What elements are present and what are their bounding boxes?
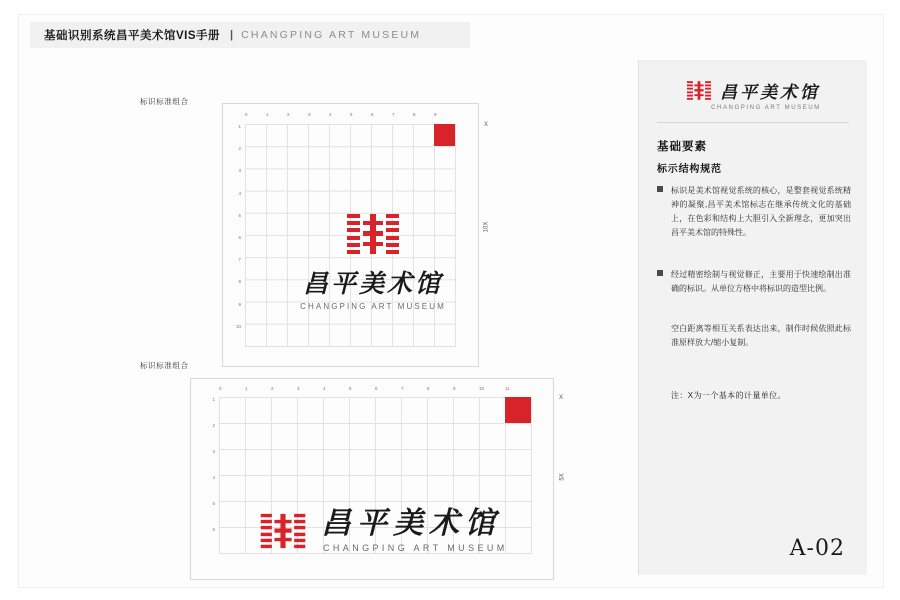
panel-logo-cn: 昌平美术馆 bbox=[720, 83, 820, 103]
ruler-tick: 9 bbox=[238, 301, 241, 307]
panel-paragraph-2: 经过精密绘制与视觉修正，主要用于快速绘制出准确的标识。从单位方格中将标识的造型比例。 bbox=[671, 270, 851, 293]
ruler-tick: 3 bbox=[308, 112, 311, 117]
ruler-tick: 6 bbox=[238, 235, 241, 241]
ruler-tick: 7 bbox=[392, 112, 395, 117]
figure-1-ruler-left bbox=[231, 124, 243, 346]
caption-figure-1: 标识标准组合 bbox=[140, 97, 189, 106]
panel-subheading: 标示结构规范 bbox=[657, 164, 722, 175]
ruler-tick: 2 bbox=[212, 423, 215, 428]
figure-2-unit-side-label: 5X bbox=[559, 473, 566, 481]
header-title-cn-2: 昌平美术馆VIS手册 bbox=[116, 30, 221, 42]
figure-1-unit-side-label: 10X bbox=[483, 221, 490, 233]
ruler-tick: 11 bbox=[505, 386, 510, 391]
panel-logo bbox=[639, 78, 867, 111]
header-title-cn-1: 基础识别系统 bbox=[44, 30, 116, 42]
ruler-tick: 4 bbox=[329, 112, 332, 117]
ruler-tick: 5 bbox=[212, 501, 215, 506]
ruler-tick: 2 bbox=[287, 112, 290, 117]
ruler-tick: 1 bbox=[245, 386, 248, 391]
logo-text-block bbox=[321, 506, 508, 553]
figure-2-unit-swatch bbox=[505, 397, 531, 423]
ruler-tick: 6 bbox=[375, 386, 378, 391]
ruler-tick: 3 bbox=[238, 168, 241, 174]
ruler-tick: 1 bbox=[238, 124, 241, 129]
figure-2-horizontal-lockup bbox=[190, 378, 566, 580]
figure-1-unit-top-label: X bbox=[483, 122, 488, 128]
ruler-tick: 3 bbox=[212, 449, 215, 454]
panel-paragraph-3: 空白距离等相互关系表达出来，制作时候依照此标准原样放大/缩小复制。 bbox=[671, 324, 851, 347]
right-info-panel bbox=[638, 60, 867, 575]
ruler-tick: 4 bbox=[212, 475, 215, 480]
logo-cn-name: 昌平美术馆 bbox=[321, 506, 501, 541]
ruler-tick: 1 bbox=[266, 112, 269, 117]
panel-logo-en: CHANGPING ART MUSEUM bbox=[711, 105, 821, 111]
figure-2-ruler-left bbox=[205, 397, 217, 553]
ruler-tick: 2 bbox=[271, 386, 274, 391]
ruler-tick: 7 bbox=[238, 257, 241, 263]
logo-horizontal-lockup bbox=[259, 506, 508, 553]
ruler-tick: 4 bbox=[323, 386, 326, 391]
header-bar bbox=[30, 22, 470, 48]
logo-en-name: CHANGPING ART MUSEUM bbox=[300, 302, 446, 311]
ruler-tick: 10 bbox=[235, 323, 241, 329]
figure-2-ruler-top bbox=[219, 386, 531, 395]
logo-cn-name: 昌平美术馆 bbox=[302, 269, 443, 298]
left-content-area bbox=[30, 60, 620, 575]
ruler-tick: 5 bbox=[350, 112, 353, 117]
changping-art-museum-mark-icon bbox=[686, 80, 712, 101]
ruler-tick: 9 bbox=[453, 386, 456, 391]
header-separator: | bbox=[230, 29, 234, 41]
page-number: A-02 bbox=[789, 536, 845, 561]
figure-1-unit-swatch bbox=[434, 124, 455, 146]
caption-figure-2: 标识标准组合 bbox=[140, 361, 189, 370]
ruler-tick: 8 bbox=[413, 112, 416, 117]
logo-vertical-lockup bbox=[297, 212, 449, 311]
figure-2-grid bbox=[219, 397, 532, 554]
figure-2-unit-top-label: X bbox=[558, 395, 563, 401]
header-title-en: CHANGPING ART MUSEUM bbox=[241, 29, 422, 41]
ruler-tick: 3 bbox=[297, 386, 300, 391]
ruler-tick: 6 bbox=[212, 527, 215, 532]
ruler-tick: 8 bbox=[238, 279, 241, 285]
ruler-tick: 8 bbox=[427, 386, 430, 391]
figure-1-vertical-lockup bbox=[222, 103, 490, 367]
logo-en-name: CHANGPING ART MUSEUM bbox=[323, 543, 508, 553]
panel-note: 注：X为一个基本的计量单位。 bbox=[671, 391, 786, 400]
ruler-tick: 0 bbox=[219, 386, 222, 391]
ruler-tick: 9 bbox=[434, 112, 437, 117]
ruler-tick: 1 bbox=[212, 397, 215, 402]
ruler-tick: 4 bbox=[238, 190, 241, 196]
ruler-tick: 6 bbox=[371, 112, 374, 117]
panel-divider bbox=[657, 122, 849, 123]
figure-1-ruler-top bbox=[245, 112, 455, 122]
panel-paragraph-1: 标识是美术馆视觉系统的核心，是整套视觉系统精神的凝聚,昌平美术馆标志在继承传统文化的基础上，在色彩和结构上大胆引入全新理念，更加突出昌平美术馆的特殊性。 bbox=[671, 186, 851, 237]
ruler-tick: 7 bbox=[401, 386, 404, 391]
changping-art-museum-mark-icon bbox=[345, 212, 401, 256]
ruler-tick: 10 bbox=[479, 386, 485, 391]
changping-art-museum-mark-icon bbox=[259, 511, 307, 551]
ruler-tick: 2 bbox=[238, 146, 241, 152]
panel-logo-row bbox=[639, 78, 867, 103]
figure-1-grid bbox=[245, 124, 456, 347]
panel-heading: 基础要素 bbox=[657, 141, 707, 153]
ruler-tick: 5 bbox=[349, 386, 352, 391]
ruler-tick: 5 bbox=[238, 212, 241, 218]
ruler-tick: 0 bbox=[245, 112, 248, 117]
